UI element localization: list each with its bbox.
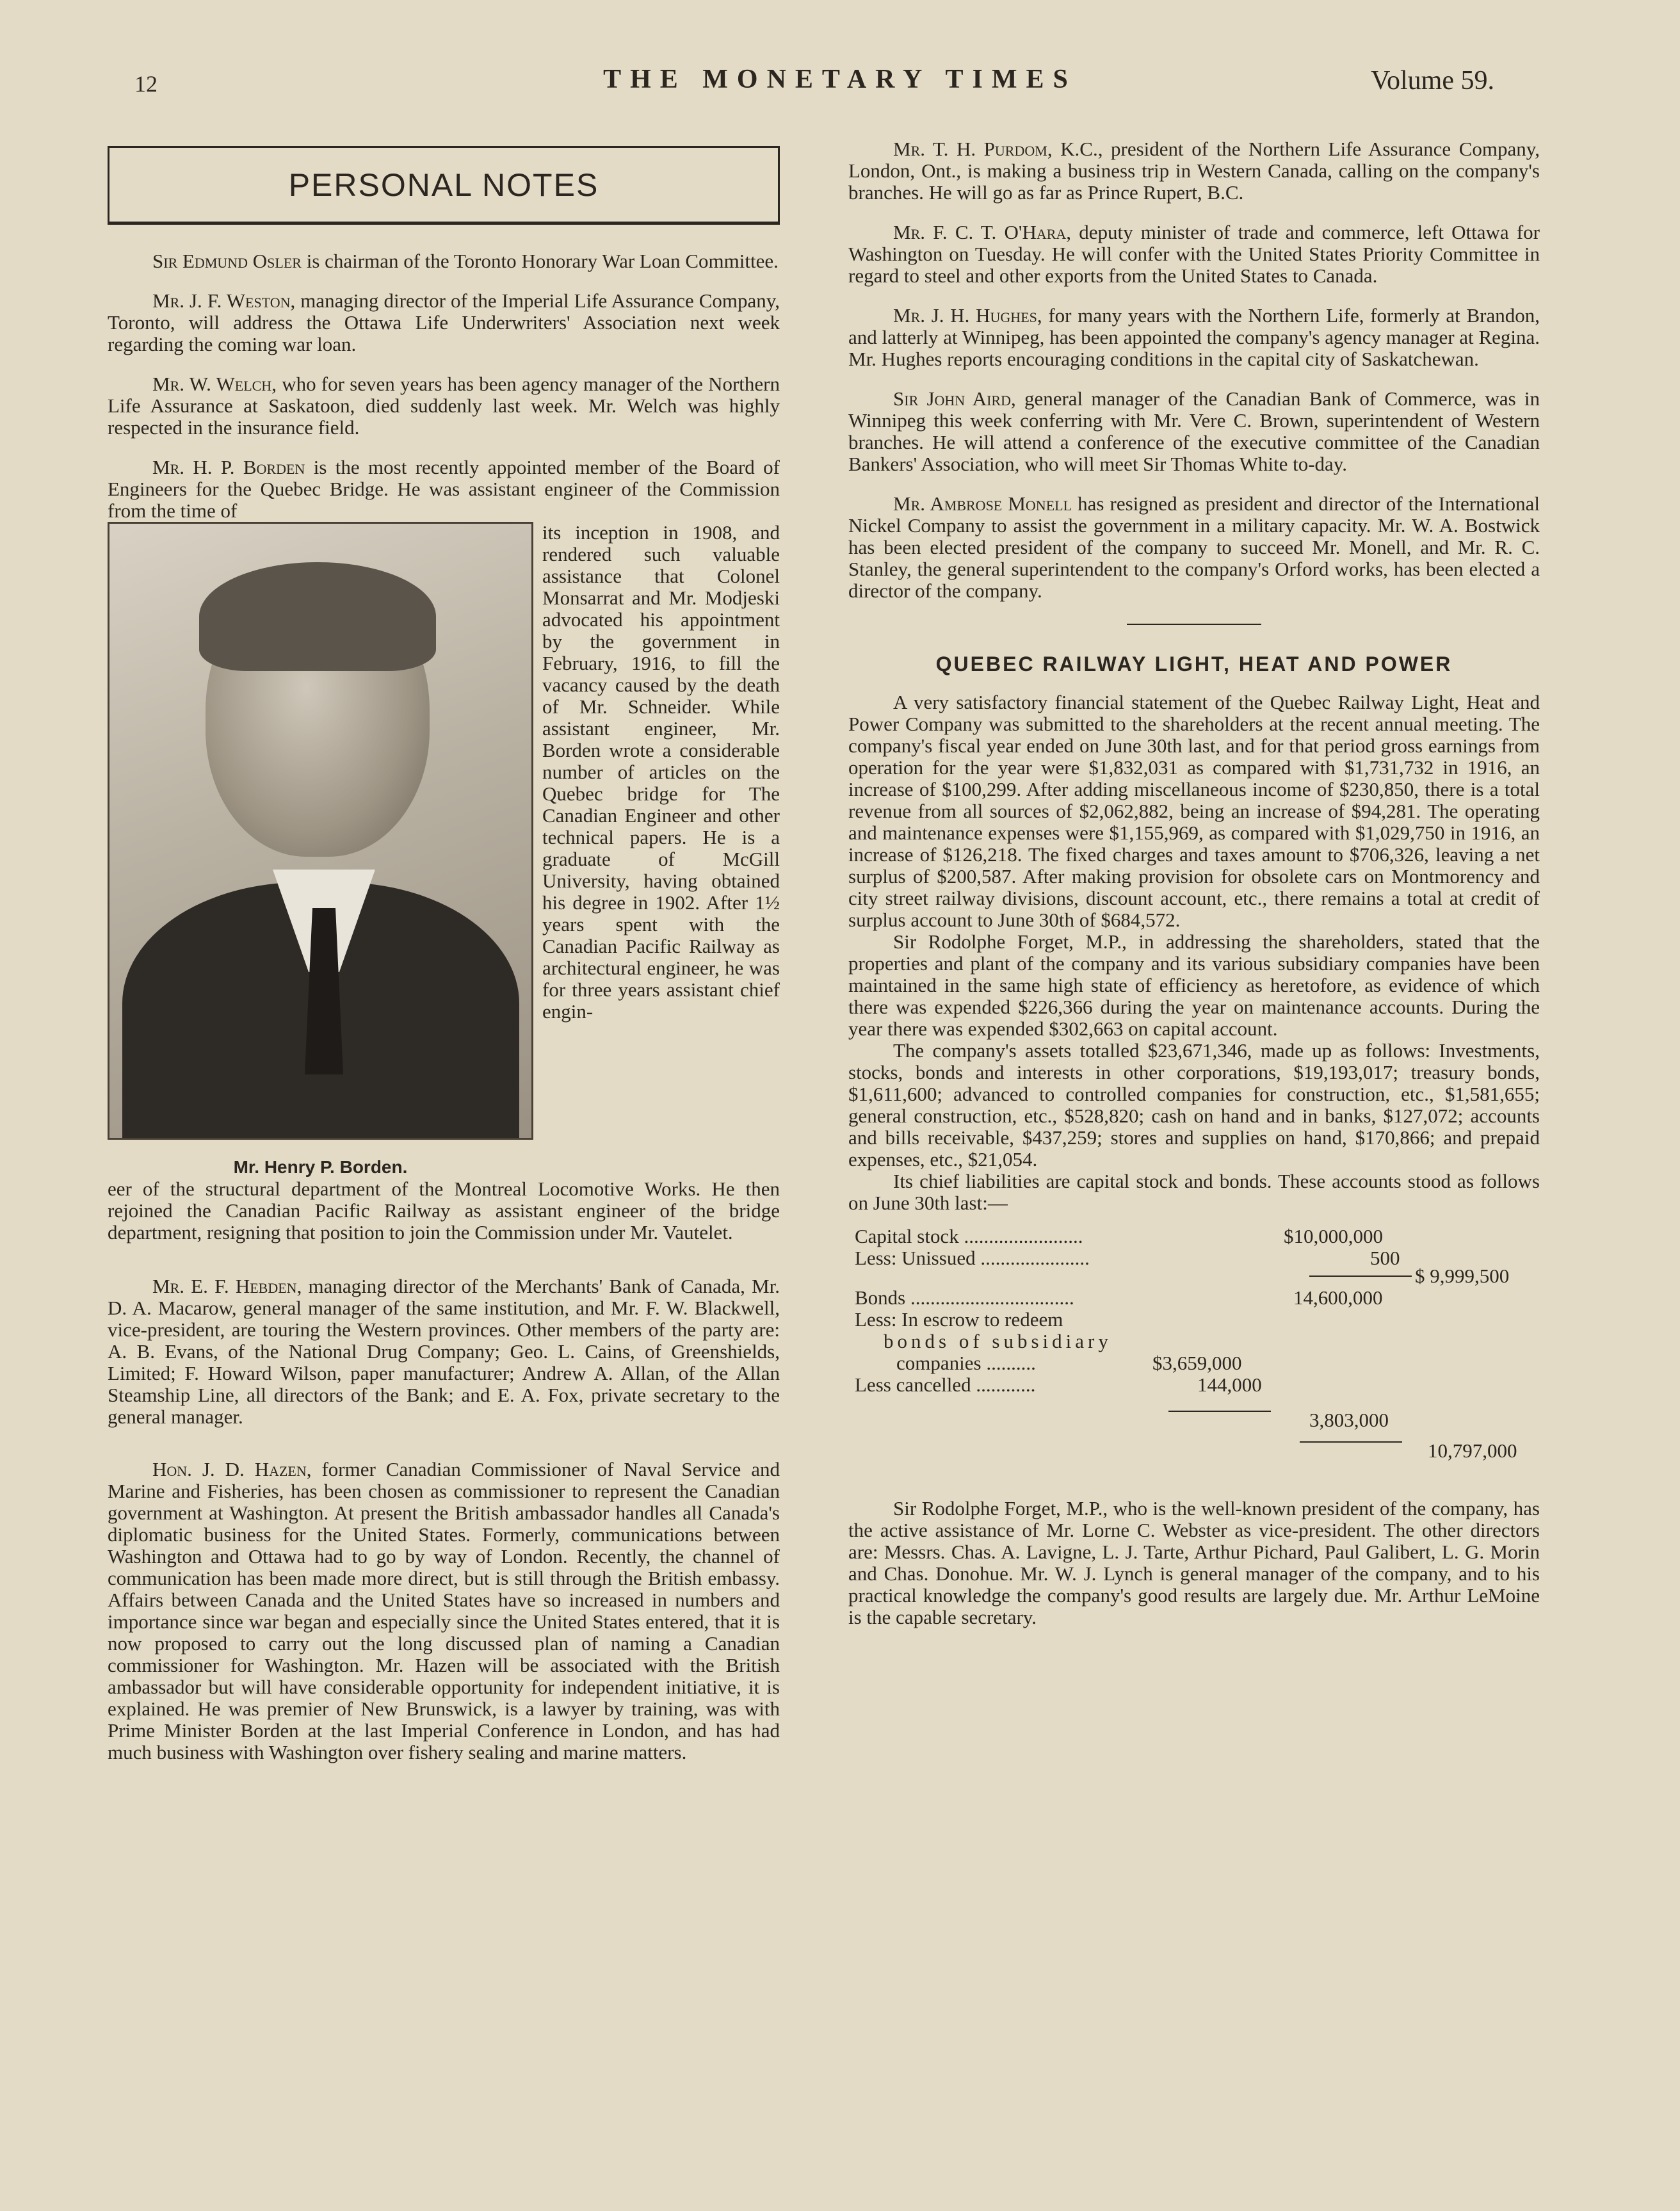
- publication-title: THE MONETARY TIMES: [603, 65, 1077, 94]
- note-purdom: [848, 138, 1540, 204]
- net-bonds-value: 10,797,000: [1428, 1439, 1517, 1462]
- left-column: [108, 146, 780, 1781]
- person-name: Mr. H. P. Borden: [152, 456, 305, 478]
- note-text: , managing director of the Merchants' Bank of Canada, Mr. D. A. Macarow, general manager of the same institution, and Mr. F. W. Blackwell, vice-president, are touring the Western provinces. Other members of the party are: A. B. Evans, of the National Drug Company; Geo. L. Cains, of Greenshields, Limited; F. Howard Wilson, paper manufacturer; Andrew A. Allan, of the Allan Steamship Line, all directors of the Bank; and E. A. Fox, private secretary to the general manager.: [108, 1275, 780, 1428]
- escrow-label-3: companies ..........: [896, 1352, 1036, 1374]
- article-paragraph: Sir Rodolphe Forget, M.P., in addressing the shareholders, stated that the properties and plant of the company and its various subsidiary companies have been maintained in the same high state of efficiency as heretofore, as evidence of which there was expended $226,366 during the year on maintenance accounts. During the year there was expended $302,663 on capital account.: [848, 930, 1540, 1040]
- note-welch: [108, 373, 780, 439]
- note-aird: [848, 388, 1540, 475]
- statement-totals: [848, 1404, 1540, 1475]
- note-borden-rest: eer of the structural department of the Montreal Locomotive Works. He then rejoined the Canadian Pacific Railway as assistant engineer of the bridge department, resigning that position to join the Commission under Mr. Vautelet.: [108, 1178, 780, 1243]
- right-column: [848, 138, 1540, 1646]
- person-name: Mr. Ambrose Monell: [893, 492, 1072, 515]
- section-divider: [1127, 624, 1261, 625]
- note-text: , for many years with the Northern Life, formerly at Brandon, and latterly at Winnipeg, has been appointed the company's agency manager at Regina. Mr. Hughes reports encouraging conditions in the capital city of Saskatchewan.: [848, 304, 1540, 370]
- photo-column: [108, 522, 533, 1178]
- section-heading: PERSONAL NOTES: [288, 166, 599, 203]
- portrait-photo: [108, 522, 533, 1140]
- note-text: , managing director of the Imperial Life Assurance Company, Toronto, will address the Ottawa Life Underwriters' Association next week regarding the coming war loan.: [108, 289, 780, 355]
- article-paragraph: Sir Rodolphe Forget, M.P., who is the well-known president of the company, has the active assistance of Mr. Lorne C. Webster as vice-president. The other directors are: Messrs. Chas. A. Lavigne, L. J. Tarte, Arthur Pichard, Paul Galibert, L. G. Morin and Chas. Donohue. Mr. W. J. Lynch is general manager of the company, and to his practical knowledge the company's good results are largely due. Mr. Arthur LeMoine is the capable secretary.: [848, 1497, 1540, 1628]
- capital-stock-value: $10,000,000: [1284, 1225, 1383, 1247]
- note-hebden: [108, 1276, 780, 1428]
- note-weston: [108, 290, 780, 355]
- volume-label: Volume 59.: [1371, 66, 1494, 95]
- note-monell: [848, 493, 1540, 602]
- cancelled-value: 144,000: [1197, 1373, 1262, 1396]
- unissued-label: Less: Unissued ......................: [855, 1247, 1090, 1269]
- note-ohara: [848, 222, 1540, 287]
- note-text: , K.C., president of the Northern Life Assurance Company, London, Ont., is making a business trip in Western Canada, calling on the company's branches. He will go as far as Prince Rupert, B.C.: [848, 138, 1540, 204]
- person-name: Mr. W. Welch: [152, 373, 272, 395]
- net-capital-value: $ 9,999,500: [1415, 1265, 1510, 1287]
- article-paragraph: The company's assets totalled $23,671,346, made up as follows: Investments, stocks, bonds and interests in other corporations, $19,193,017; treasury bonds, $1,611,600; advanced to controlled companies for construction, etc., $1,581,655; general construction, etc., $528,820; cash on hand and in banks, $127,072; accounts and bills receivable, $437,259; stores and supplies on hand, $170,866; and prepaid expenses, etc., $21,054.: [848, 1039, 1540, 1170]
- note-text: is chairman of the Toronto Honorary War Loan Committee.: [301, 250, 779, 272]
- note-hughes: [848, 305, 1540, 370]
- note-text: is the most recently appointed member of the Board of Engineers for the Quebec Bridge. He was assistant engineer of the Commission from the time of: [108, 456, 780, 522]
- person-name: Sir Edmund Osler: [152, 250, 302, 272]
- note-text: , general manager of the Canadian Bank of Commerce, was in Winnipeg this week conferring with Mr. Vere C. Brown, superintendent of Western branches. He will attend a conference of the executive committee of the Canadian Bankers' Association, who will meet Sir Thomas White to-day.: [848, 387, 1540, 475]
- note-borden-intro: [108, 457, 780, 522]
- escrow-value: $3,659,000: [1152, 1352, 1242, 1374]
- bonds-value: 14,600,000: [1293, 1286, 1383, 1309]
- person-name: Mr. J. H. Hughes: [893, 304, 1037, 327]
- note-text: , deputy minister of trade and commerce, left Ottawa for Washington on Tuesday. He will confer with the United States Priority Committee in regard to steel and other exports from the United States to Canada.: [848, 221, 1540, 287]
- person-name: Mr. T. H. Purdom: [893, 138, 1047, 160]
- note-text: , who for seven years has been agency manager of the Northern Life Assurance at Saskatoon, died suddenly last week. Mr. Welch was highly respected in the insurance field.: [108, 373, 780, 439]
- person-name: Hon. J. D. Hazen: [152, 1458, 307, 1480]
- note-hazen: [108, 1459, 780, 1763]
- photo-caption: Mr. Henry P. Borden.: [233, 1157, 408, 1177]
- bonds-label: Bonds .................................: [855, 1286, 1074, 1309]
- page-header: [0, 64, 1680, 115]
- person-name: Mr. E. F. Hebden: [152, 1275, 297, 1297]
- liabilities-statement: [848, 1225, 1540, 1396]
- capital-stock-label: Capital stock ........................: [855, 1225, 1083, 1247]
- article-paragraph: Its chief liabilities are capital stock and bonds. These accounts stood as follows on June 30th last:—: [848, 1170, 1540, 1214]
- cancelled-label: Less cancelled ............: [855, 1373, 1036, 1396]
- note-osler: [108, 250, 780, 272]
- person-name: Sir John Aird: [893, 387, 1011, 410]
- note-text: , former Canadian Commissioner of Naval Service and Marine and Fisheries, has been chosen as commissioner to represent the Canadian government at Washington. At present the British ambassador handles all Canada's diplomatic business for the United States. Formerly, communications between Washington and Ottawa had to go by way of London. Recently, the channel of communication has been made more direct, but is still through the British embassy. Affairs between Canada and the United States have so increased in numbers and importance since war began and especially since the United States entered, that it is now proposed to carry out the long discussed plan of naming a Canadian commissioner for Washington. Mr. Hazen will be associated with the British ambassador but will have considerable opportunity for independent initiative, it is explained. He was premier of New Brunswick, is a lawyer by training, was with Prime Minister Borden at the last Imperial Conference in London, and has had much business with Washington over fishery sealing and marine matters.: [108, 1458, 780, 1763]
- personal-notes-heading-box: [108, 146, 780, 225]
- borden-photo-wrap: [108, 522, 780, 1178]
- person-name: Mr. J. F. Weston: [152, 289, 291, 312]
- article-paragraph: A very satisfactory financial statement of the Quebec Railway Light, Heat and Power Company was submitted to the shareholders at the recent annual meeting. The company's fiscal year ended on June 30th last, and for that period gross earnings from operation for the year were $1,832,031 as compared with $1,731,732 in 1916, an increase of $100,299. After adding miscellaneous income of $230,850, there is a total revenue from all sources of $2,062,882, being an increase of $94,281. The operating and maintenance expenses were $1,155,969, as compared with $1,029,750 in 1916, an increase of $126,218. The fixed charges and taxes amount to $706,326, leaving a net surplus of $200,587. After making provision for obsolete cars on Montmorency and city street railway divisions, discount account, etc., there remains a total at credit of surplus account to June 30th of $684,572.: [848, 691, 1540, 931]
- escrow-label-1: Less: In escrow to redeem: [855, 1308, 1063, 1331]
- borden-wrap-text: its inception in 1908, and rendered such valuable assistance that Colonel Monsarrat and Mr. Modjeski advocated his appointment by the government in February, 1916, to fill the vacancy caused by the death of Mr. Schneider. While assistant engineer, Mr. Borden wrote a considerable number of articles on the Quebec bridge for The Canadian Engineer and other technical papers. He is a graduate of McGill University, having obtained his degree in 1902. After 1½ years spent with the Canadian Pacific Railway as architectural engineer, he was for three years assistant chief engin-: [542, 521, 780, 1023]
- escrow-label-2: bonds of subsidiary: [884, 1330, 1112, 1352]
- page-number: 12: [134, 71, 158, 97]
- person-name: Mr. F. C. T. O'Hara: [893, 221, 1067, 243]
- deduction-total: 3,803,000: [1309, 1409, 1389, 1431]
- note-text: has resigned as president and director of the International Nickel Company to assist the government in a military capacity. Mr. W. A. Bostwick has been elected president of the company to succeed Mr. Monell, and Mr. R. C. Stanley, the general superintendent to the company's Orford works, has been elected a director of the company.: [848, 492, 1540, 602]
- article-title: QUEBEC RAILWAY LIGHT, HEAT AND POWER: [935, 652, 1453, 676]
- unissued-value: 500: [1370, 1247, 1400, 1269]
